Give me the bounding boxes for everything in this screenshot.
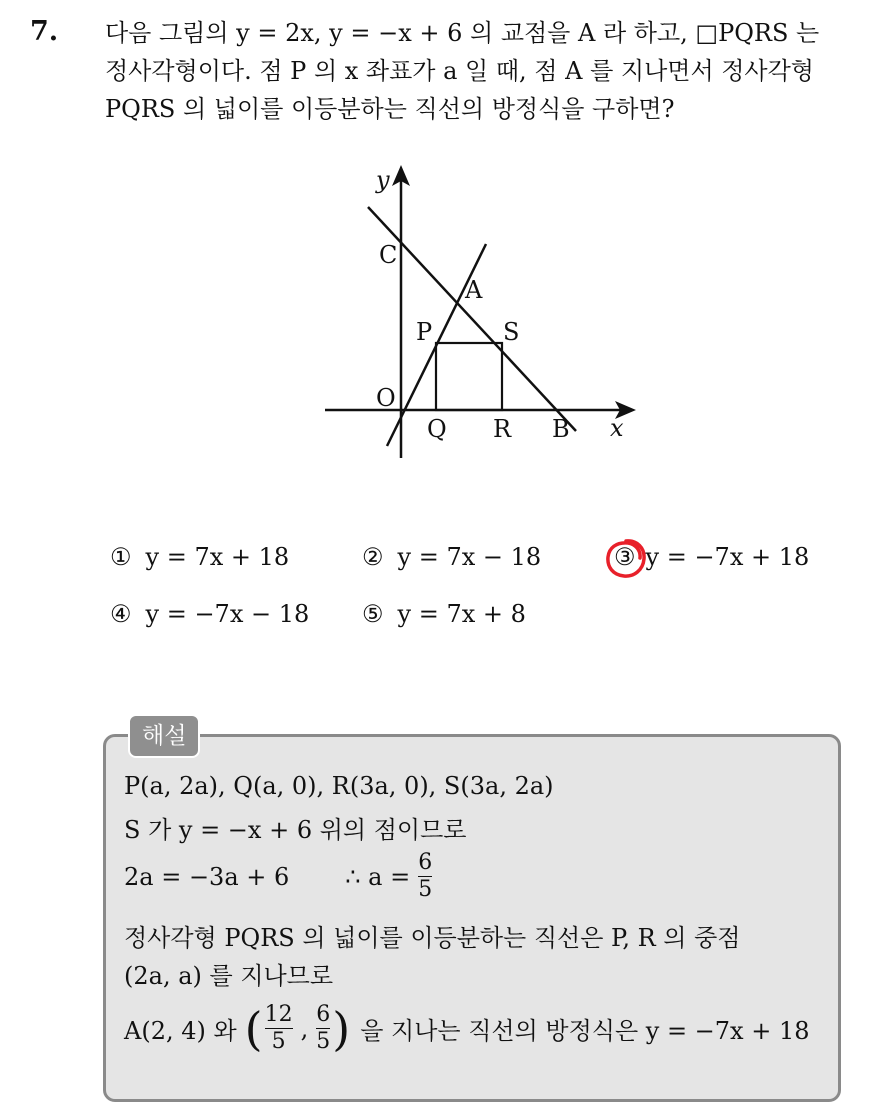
solution-equation: 2a = −3a + 6 [124, 862, 290, 891]
fraction-denominator: 5 [316, 1029, 331, 1054]
question-text [105, 14, 875, 128]
line-y-neg-x-plus-6 [368, 207, 576, 431]
choice-1-expression: y = 7x + 18 [145, 543, 290, 571]
solution-point-a: A(2, 4) 와 [124, 1017, 237, 1045]
choice-1[interactable] [110, 543, 289, 571]
label-x-axis: x [610, 414, 624, 442]
label-p: P [416, 318, 433, 346]
solution-line-5: (2a, a) 를 지나므로 [124, 962, 334, 990]
choice-4-number: ④ [110, 600, 132, 628]
fraction-12-5 [265, 1002, 293, 1055]
paren-right: ) [332, 1001, 351, 1056]
choice-3-expression: y = −7x + 18 [645, 543, 810, 571]
choice-3-number: ③ [614, 543, 636, 571]
solution-therefore: ∴ a = [345, 862, 411, 891]
label-q: Q [427, 415, 447, 443]
question-number: 7. [30, 16, 59, 47]
fraction-denominator: 5 [271, 1029, 286, 1054]
label-r: R [493, 415, 512, 443]
choice-4-expression: y = −7x − 18 [145, 600, 310, 628]
fraction-numerator: 6 [418, 850, 433, 875]
fraction-numerator: 6 [316, 1002, 331, 1027]
label-y-axis: y [376, 166, 390, 194]
fraction-6-5 [418, 850, 432, 903]
label-b: B [552, 415, 570, 443]
graph-figure [320, 158, 650, 468]
fraction-6-5-b [316, 1002, 330, 1055]
choice-5-number: ⑤ [362, 600, 384, 628]
solution-line-6 [124, 1002, 810, 1055]
choice-2[interactable] [362, 543, 541, 571]
label-s: S [503, 318, 520, 346]
solution-label: 해설 [128, 714, 200, 758]
question-line-2: 정사각형이다. 점 P 의 x 좌표가 a 일 때, 점 A 를 지나면서 정사각형 [105, 57, 814, 85]
graph-svg [320, 158, 650, 468]
fraction-denominator: 5 [418, 877, 433, 902]
choice-5-expression: y = 7x + 8 [397, 600, 526, 628]
label-c: C [379, 241, 398, 269]
choice-1-number: ① [110, 543, 132, 571]
square-pqrs [436, 343, 502, 410]
question-line-1: 다음 그림의 y = 2x, y = −x + 6 의 교점을 A 라 하고, □PQRS 는 [105, 19, 820, 47]
solution-line-2: S 가 y = −x + 6 위의 점이므로 [124, 816, 467, 844]
solution-line-4: 정사각형 PQRS 의 넓이를 이등분하는 직선은 P, R 의 중점 [124, 924, 741, 952]
question-line-3: PQRS 의 넓이를 이등분하는 직선의 방정식을 구하면? [105, 95, 675, 123]
comma: , [300, 1014, 309, 1043]
solution-line-1: P(a, 2a), Q(a, 0), R(3a, 0), S(3a, 2a) [124, 772, 554, 800]
label-a: A [465, 276, 483, 304]
solution-line-3 [124, 850, 434, 903]
choice-2-number: ② [362, 543, 384, 571]
paren-left: ( [244, 1001, 263, 1056]
solution-conclusion: 을 지나는 직선의 방정식은 y = −7x + 18 [360, 1017, 810, 1045]
choice-5[interactable] [362, 600, 526, 628]
answer-circle-mark-icon [604, 537, 648, 581]
choice-2-expression: y = 7x − 18 [397, 543, 542, 571]
label-o: O [376, 384, 396, 412]
fraction-numerator: 12 [264, 1002, 293, 1027]
choice-4[interactable] [110, 600, 309, 628]
